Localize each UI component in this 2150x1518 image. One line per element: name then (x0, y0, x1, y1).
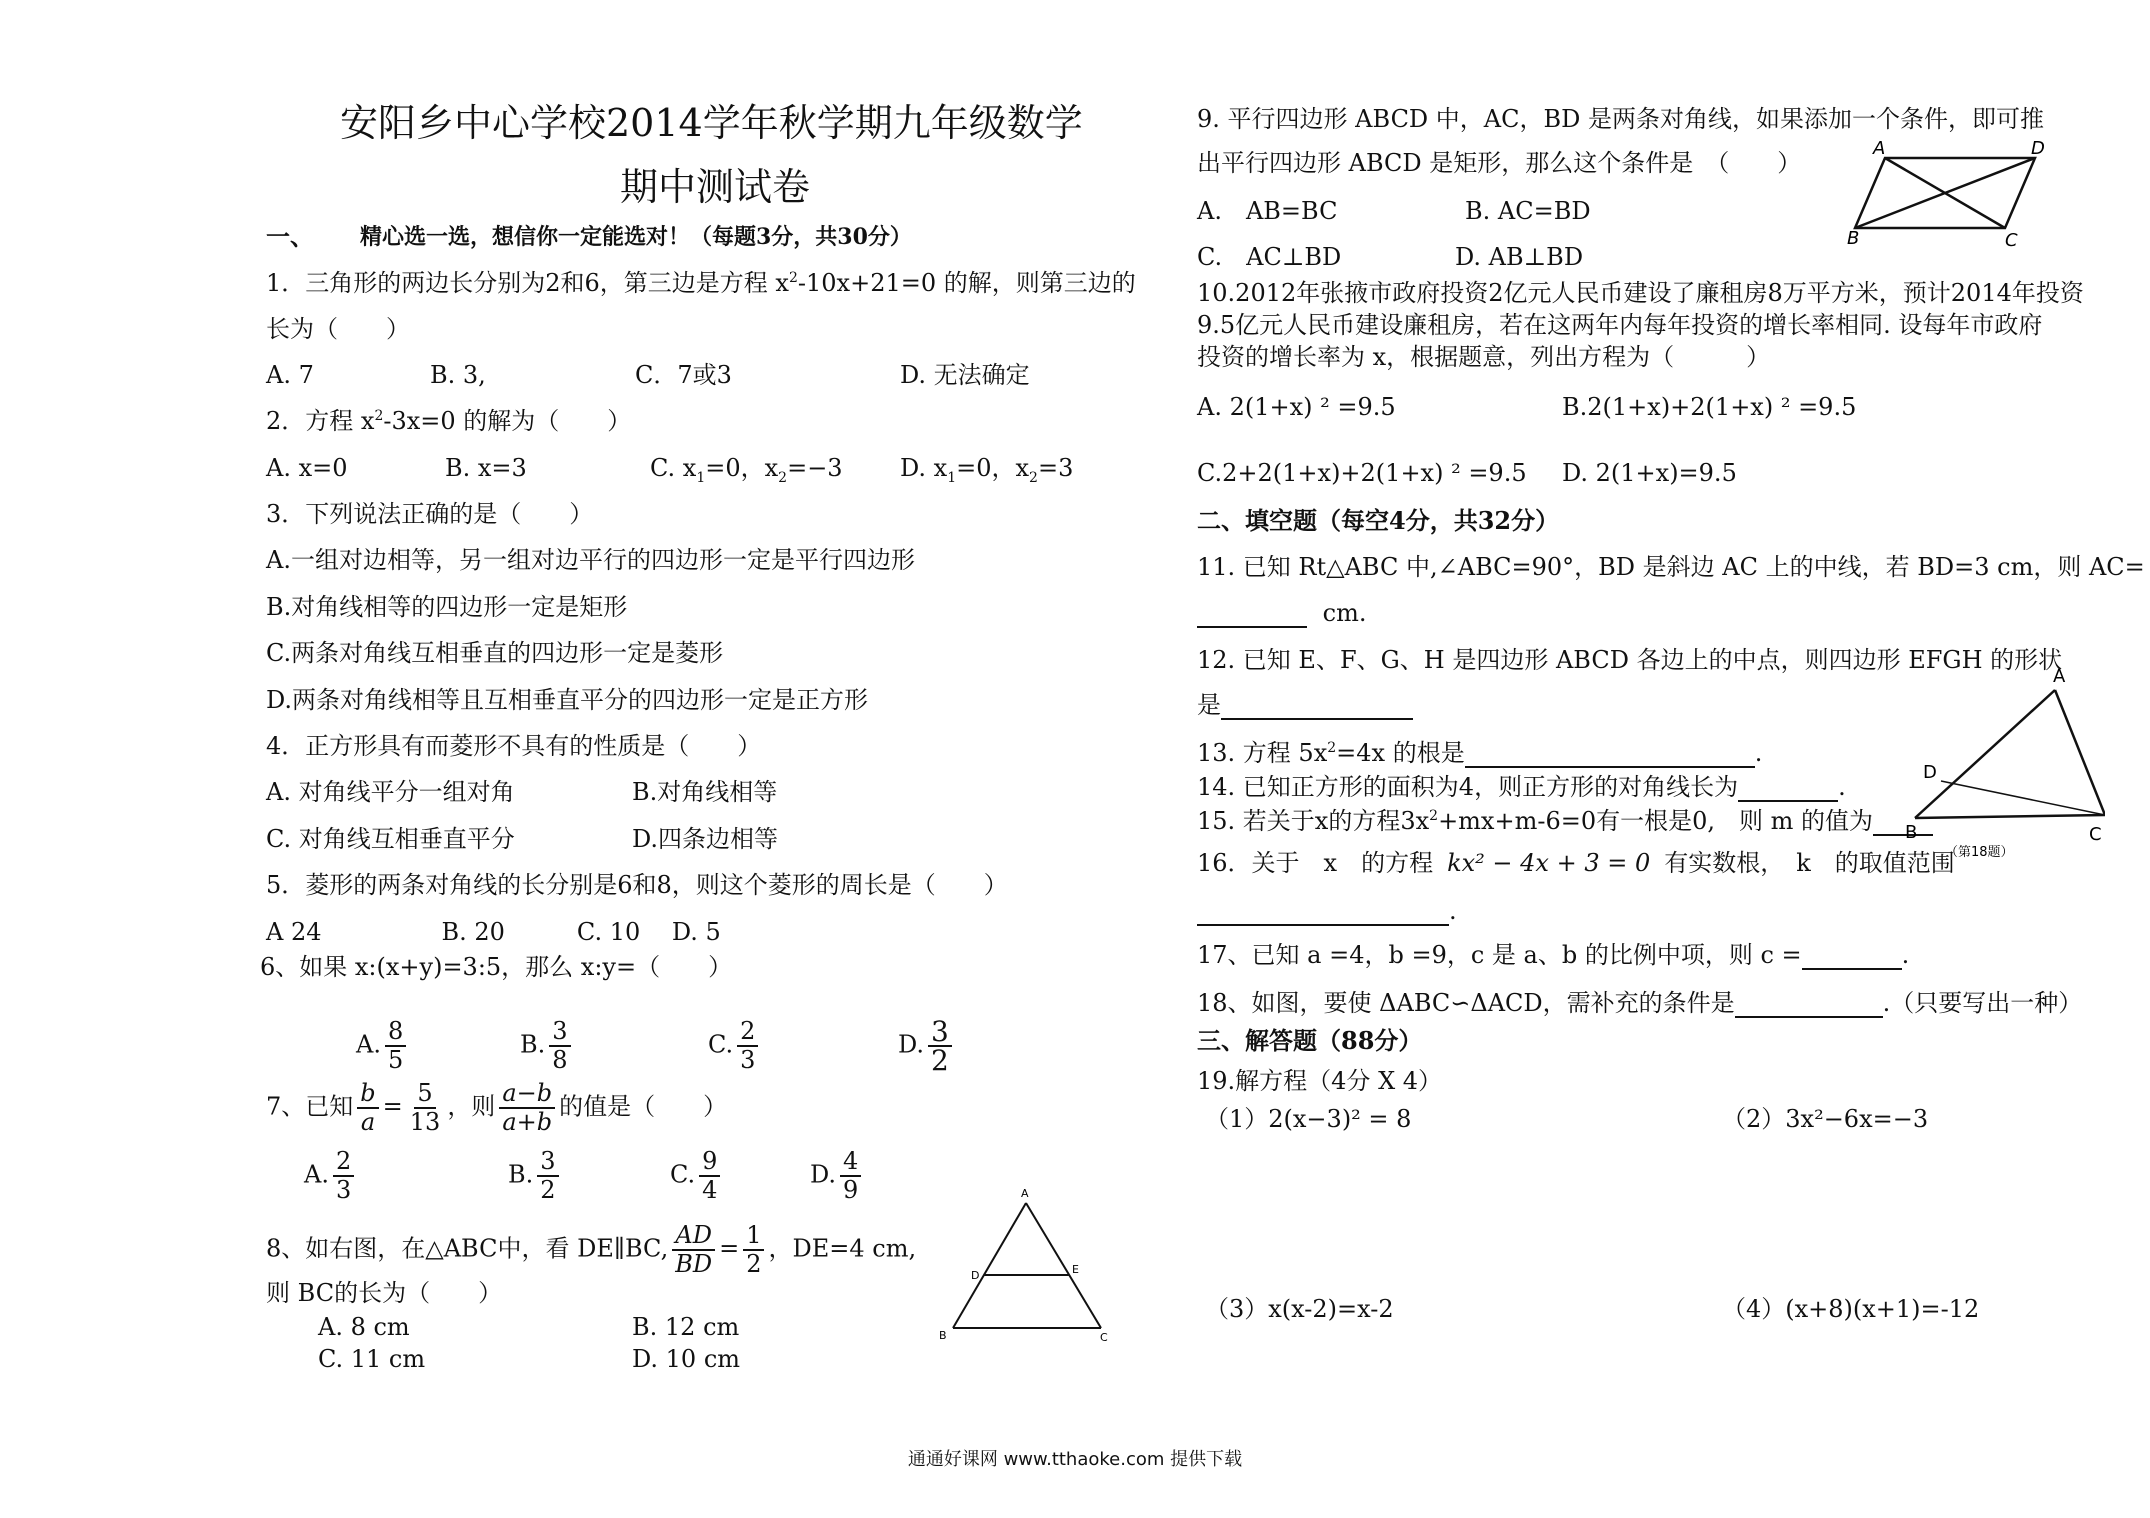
q14-answer-blank[interactable] (1738, 774, 1838, 802)
q9-fig-label-a: A (1873, 138, 1886, 159)
q6-option-c: C. $\frac{2}{3}$ (708, 1018, 762, 1074)
q4-option-c: C. 对角线互相垂直平分 (266, 825, 515, 853)
question-10-line3: 投资的增长率为 x，根据题意，列出方程为（ ） (1197, 343, 1771, 371)
q6-option-b: B. $\frac{3}{8}$ (520, 1018, 575, 1074)
page-title: 安阳乡中心学校2014学年秋学期九年级数学 (340, 101, 1083, 145)
q10-option-d: D. 2(1+x)=9.5 (1562, 459, 1737, 487)
question-16-line2: . (1197, 896, 1457, 926)
q18-fig-label-b: B (1905, 822, 1918, 843)
question-8: 8、如右图，在△ABC中，看 DE∥BC, $\frac{AD}{BD}$ = $\frac{1}{2}$ ，DE=4 cm, (266, 1221, 917, 1278)
q8-fig-label-c: C (1100, 1331, 1108, 1344)
q8-option-d: D. 10 cm (632, 1345, 741, 1373)
question-15: 15. 若关于x的方程$3x^2+mx+m-6=0$有一根是0, 则 m 的值为 (1197, 806, 1933, 836)
q8-triangle-figure (935, 1185, 1115, 1345)
page-subtitle: 期中测试卷 (620, 165, 811, 209)
question-5: 5．菱形的两条对角线的长分别是6和8，则这个菱形的周长是（ ） (266, 871, 1008, 899)
q16-answer-blank[interactable] (1197, 898, 1449, 926)
q18-triangle-figure (1905, 660, 2105, 860)
q3-option-b: B.对角线相等的四边形一定是矩形 (266, 593, 628, 621)
question-4: 4．正方形具有而菱形不具有的性质是（ ） (266, 732, 762, 760)
question-10: 10.2012年张掖市政府投资2亿元人民币建设了廉租房8万平方米，预计2014年投资 (1197, 279, 2084, 307)
q18-fig-label-a: A (2053, 666, 2066, 687)
section1-number: 一、 (266, 222, 314, 251)
section2-heading: 二、填空题（每空4分，共32分） (1197, 506, 1560, 535)
question-19: 19.解方程（4分 X 4） (1197, 1067, 1443, 1095)
question-10-line2: 9.5亿元人民币建设廉租房，若在这两年内每年投资的增长率相同. 设每年市政府 (1197, 311, 2043, 339)
q8-fig-label-b: B (939, 1329, 947, 1342)
q8-fig-label-d: D (971, 1269, 980, 1282)
q18-fig-label-d: D (1923, 762, 1937, 783)
q10-option-a: A. 2(1+x) ² =9.5 (1197, 393, 1396, 421)
question-12-line2: 是 (1197, 690, 1413, 720)
page-footer: 通通好课网 www.tthaoke.com 提供下载 (907, 1449, 1243, 1470)
q8-fig-label-a: A (1021, 1187, 1029, 1200)
q1-option-c: C．7或3 (635, 361, 732, 389)
q7-option-a: A. $\frac{2}{3}$ (304, 1148, 358, 1204)
q19-part-3: （3）x(x-2)=x-2 (1205, 1295, 1394, 1323)
section3-heading: 三、解答题（88分） (1197, 1026, 1423, 1055)
q9-option-c: C. AC⊥BD (1197, 243, 1342, 271)
q9-parallelogram-figure (1845, 136, 2045, 248)
q19-part-1: （1）2(x−3)² = 8 (1205, 1105, 1412, 1133)
question-6: 6、如果 x:(x+y)=3:5，那么 x:y=（ ） (260, 953, 733, 981)
q6-option-d: D. $\frac{3}{2}$ (898, 1018, 956, 1074)
q4-option-d: D.四条边相等 (632, 825, 779, 853)
section1-heading: 精心选一选，想信你一定能选对！（每题3分，共30分） (360, 224, 912, 250)
q18-fig-caption: （第18题） (1945, 845, 2014, 860)
q19-part-4: （4）(x+8)(x+1)=-12 (1722, 1295, 1980, 1323)
question-12: 12. 已知 E、F、G、H 是四边形 ABCD 各边上的中点，则四边形 EFGH 的形状 (1197, 646, 2063, 674)
q1-option-b: B. 3, (430, 361, 486, 389)
q13-answer-blank[interactable] (1465, 740, 1755, 768)
q7-option-d: D. $\frac{4}{9}$ (810, 1148, 865, 1204)
question-11: 11. 已知 Rt△ABC 中,∠ABC=90°，BD 是斜边 AC 上的中线，若 BD=3 cm，则 AC= (1197, 553, 2145, 581)
question-1-line2: 长为（ ） (266, 315, 410, 343)
q6-option-a: A. $\frac{8}{5}$ (356, 1018, 410, 1074)
q10-option-b: B.2(1+x)+2(1+x) ² =9.5 (1562, 393, 1857, 421)
q3-option-c: C.两条对角线互相垂直的四边形一定是菱形 (266, 639, 724, 667)
q9-fig-label-d: D (2031, 138, 2045, 159)
q5-options: A 24 B. 20 C. 10 D. 5 (266, 918, 721, 946)
q2-option-d: D. $x_1=0$，$x_2=3$ (900, 454, 1074, 486)
question-3: 3．下列说法正确的是（ ） (266, 500, 594, 528)
question-1: 1．三角形的两边长分别为2和6，第三边是方程 $x^2-10x+21=0$ 的解，则第三边的 (266, 269, 1136, 297)
q2-option-c: C. $x_1=0$，$x_2=-3$ (650, 454, 843, 486)
q8-option-c: C. 11 cm (318, 1345, 426, 1373)
question-16: 16．关于 x 的方程 kx² − 4x + 3 = 0 有实数根， k 的取值范围 (1197, 849, 1955, 877)
q8-fig-label-e: E (1072, 1263, 1079, 1276)
q12-answer-blank[interactable] (1221, 692, 1413, 720)
q7-option-b: B. $\frac{3}{2}$ (508, 1148, 563, 1204)
q10-option-c: C.2+2(1+x)+2(1+x) ² =9.5 (1197, 459, 1527, 487)
q19-part-2: （2）3x²−6x=−3 (1722, 1105, 1929, 1133)
question-14: 14. 已知正方形的面积为4，则正方形的对角线长为 . (1197, 773, 1846, 801)
q9-fig-label-b: B (1847, 228, 1860, 248)
q18-fig-label-c: C (2089, 824, 2102, 845)
q1-option-d: D. 无法确定 (900, 361, 1030, 389)
question-17: 17、已知 a =4，b =9，c 是 a、b 的比例中项，则 c = . (1197, 941, 1910, 969)
q2-option-b: B. x=3 (445, 454, 527, 482)
question-7: 7、已知 $\frac{b}{a}$ = $\frac{5}{13}$ ，则 $\frac{a-b}{a+b}$ 的值是（ ） (266, 1079, 728, 1136)
q7-option-c: C. $\frac{9}{4}$ (670, 1148, 724, 1204)
q8-option-a: A. 8 cm (318, 1313, 410, 1341)
q4-option-b: B.对角线相等 (632, 778, 778, 806)
q9-option-a: A. AB=BC (1197, 197, 1338, 225)
question-9-line2: 出平行四边形 ABCD 是矩形，那么这个条件是 （ ） (1197, 149, 1802, 177)
q9-option-b: B. AC=BD (1465, 197, 1591, 225)
question-8-line2: 则 BC的长为（ ） (266, 1279, 503, 1307)
question-13: 13. 方程 $5x^2=4x$ 的根是 . (1197, 739, 1763, 767)
q18-answer-blank[interactable] (1735, 990, 1883, 1018)
q2-option-a: A. x=0 (266, 454, 348, 482)
q9-fig-label-c: C (2005, 230, 2018, 248)
question-11-line2: cm. (1197, 598, 1366, 628)
q3-option-a: A.一组对边相等，另一组对边平行的四边形一定是平行四边形 (266, 546, 915, 574)
q17-answer-blank[interactable] (1802, 942, 1902, 970)
q8-option-b: B. 12 cm (632, 1313, 740, 1341)
question-2: 2．方程 $x^2-3x=0$ 的解为（ ） (266, 407, 632, 435)
question-18: 18、如图，要使 ΔABC∽ΔACD，需补充的条件是 .（只要写出一种） (1197, 989, 2083, 1017)
q1-option-a: A. 7 (266, 361, 314, 389)
q3-option-d: D.两条对角线相等且互相垂直平分的四边形一定是正方形 (266, 686, 869, 714)
q11-answer-blank[interactable] (1197, 600, 1307, 628)
question-9: 9. 平行四边形 ABCD 中，AC，BD 是两条对角线，如果添加一个条件，即可推 (1197, 105, 2045, 133)
q9-option-d: D. AB⊥BD (1455, 243, 1584, 271)
q4-option-a: A. 对角线平分一组对角 (266, 778, 515, 806)
